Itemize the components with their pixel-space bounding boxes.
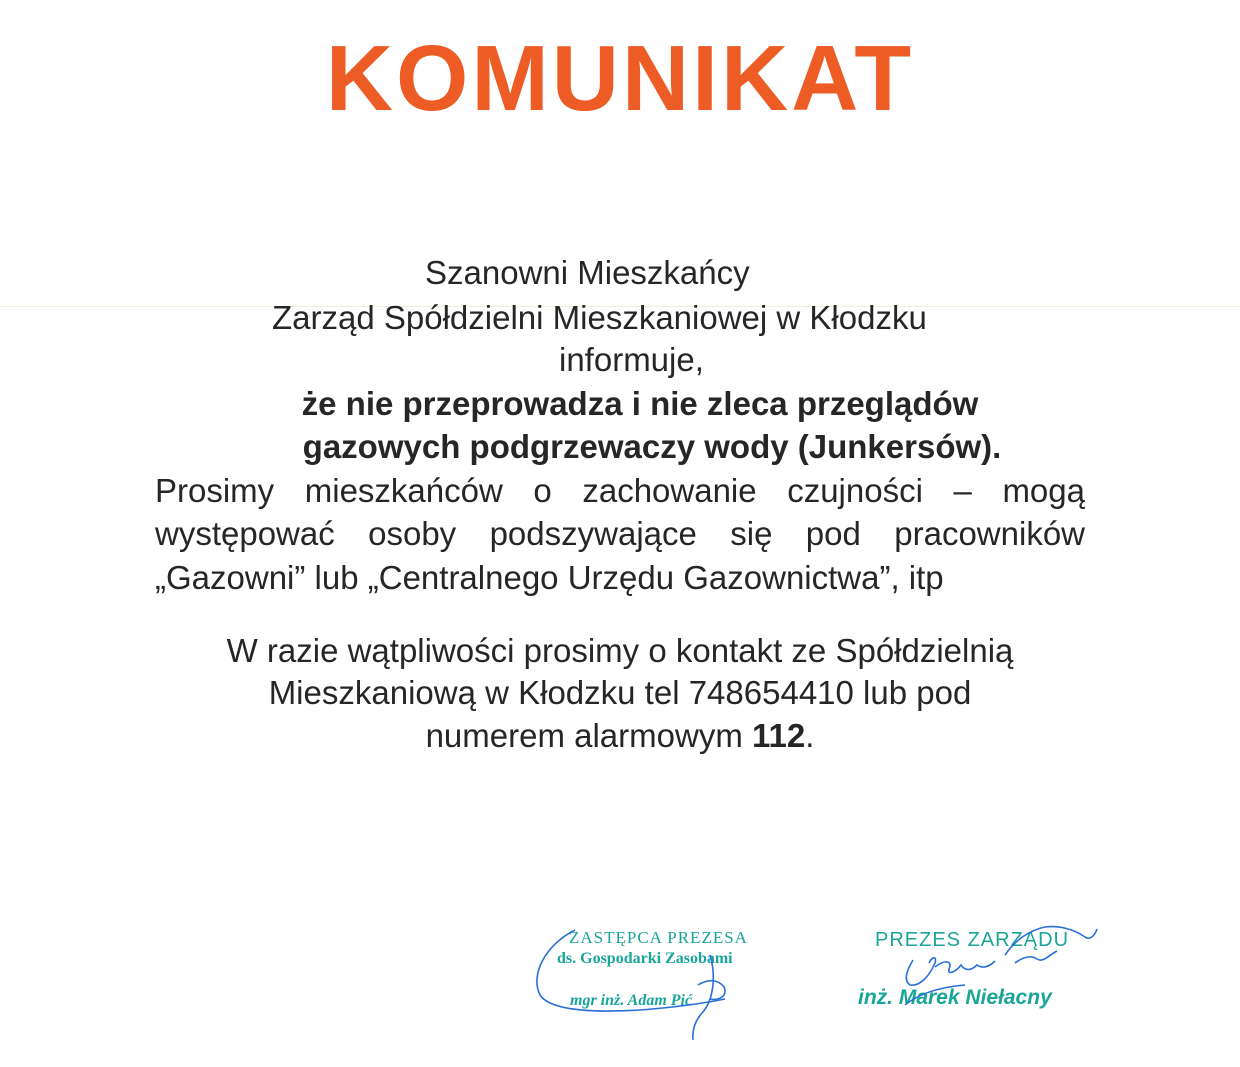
greeting: Szanowni Mieszkańcy (425, 254, 750, 291)
right-signature-drawing (885, 915, 1115, 1025)
contact-line-3-suffix: . (805, 717, 815, 754)
left-stamp-role: ZASTĘPCA PREZESA (569, 928, 748, 947)
sender-line: Zarząd Spółdzielni Mieszkaniowej w Kłodzku (272, 299, 927, 336)
warning-line-3: „Gazowni” lub „Centralnego Urzędu Gazownictwa”, itp (155, 559, 944, 596)
informs-line: informuje, (559, 341, 704, 378)
contact-line-1: W razie wątpliwości prosimy o kontakt ze Spółdzielnią (226, 632, 1014, 669)
warning-line-1: Prosimy mieszkańców o zachowanie czujności – mogą (155, 472, 1085, 509)
left-stamp-department: ds. Gospodarki Zasobami (557, 950, 733, 967)
announcement-title: KOMUNIKAT (325, 26, 915, 130)
contact-line-3 (0, 717, 1240, 755)
left-stamp-name: mgr inż. Adam Pić (570, 992, 693, 1009)
statement-bold-line-1: że nie przeprowadza i nie zleca przeglądów (301, 385, 979, 422)
contact-line-2: Mieszkaniową w Kłodzku tel 748654410 lub pod (268, 674, 972, 711)
alarm-number: 112 (752, 717, 806, 754)
left-signature-drawing (530, 915, 770, 1050)
contact-line-3-prefix: numerem alarmowym (425, 717, 752, 754)
statement-bold-line-2: gazowych podgrzewaczy wody (Junkersów). (302, 428, 1002, 465)
right-stamp-name: inż. Marek Niełacny (858, 986, 1052, 1009)
right-stamp-role: PREZES ZARZĄDU (875, 929, 1070, 951)
warning-line-2: występować osoby podszywające się pod pracowników (155, 515, 1085, 552)
